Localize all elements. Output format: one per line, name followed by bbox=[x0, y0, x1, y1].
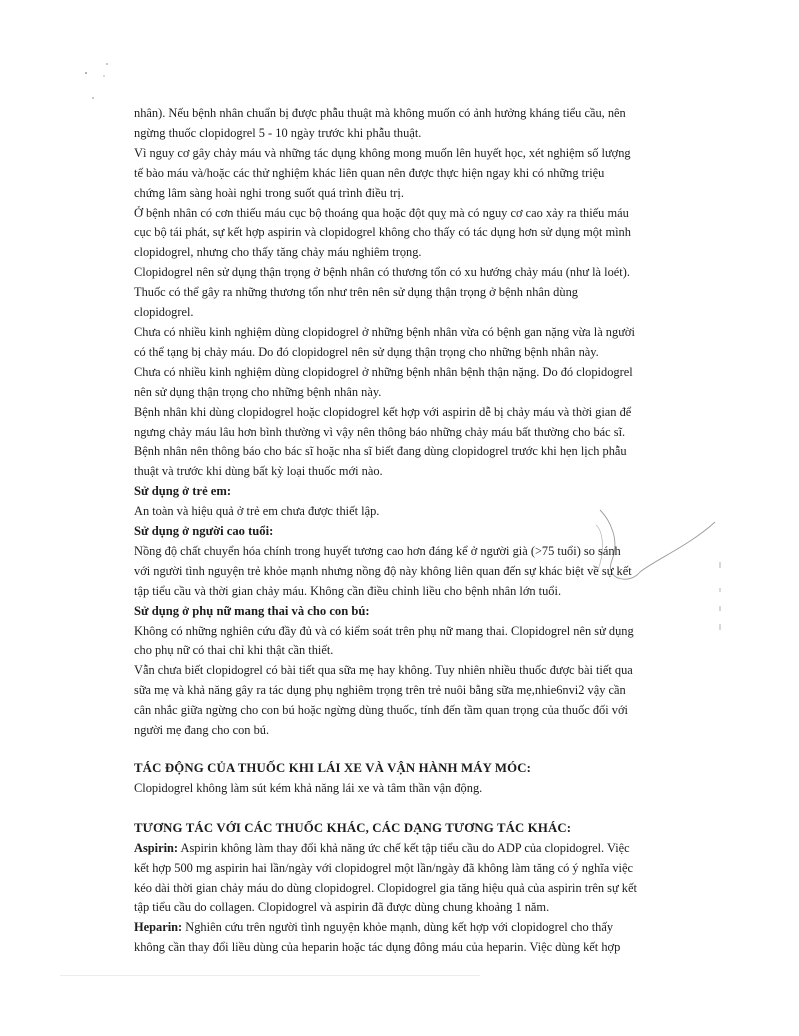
paragraph bbox=[134, 204, 672, 264]
text-line: với người tình nguyện trẻ khỏe mạnh nhưng nồng độ này không liên quan đến sự khác biệt về sự kết bbox=[134, 563, 632, 578]
section-heading-children: Sử dụng ở trẻ em: bbox=[134, 484, 232, 499]
section-driving bbox=[134, 759, 672, 799]
section-heading-interactions: TƯƠNG TÁC VỚI CÁC THUỐC KHÁC, CÁC DẠNG TƯƠNG TÁC KHÁC: bbox=[134, 820, 572, 835]
text-line: chứng lâm sàng hoài nghi trong suốt quá trình điều trị. bbox=[134, 185, 404, 200]
text-line: thuật và trước khi dùng bất kỳ loại thuốc mới nào. bbox=[134, 464, 383, 479]
paragraph bbox=[134, 502, 672, 522]
aspirin-text: Aspirin không làm thay đổi khả năng ức chế kết tập tiểu cầu do ADP của clopidogrel. Việc bbox=[178, 840, 630, 855]
section-children bbox=[134, 482, 672, 522]
text-line: An toàn và hiệu quả ở trẻ em chưa được thiết lập. bbox=[134, 504, 380, 519]
text-line: tế bào máu và/hoặc các thử nghiệm khác liên quan nên được thực hiện ngay khi có những triệu bbox=[134, 165, 605, 180]
text-line bbox=[134, 918, 672, 938]
text-line: Bệnh nhân nên thông báo cho bác sĩ hoặc nha sĩ biết đang dùng clopidogrel trước khi hẹn lịch phẫu bbox=[134, 444, 627, 459]
section-pregnancy bbox=[134, 602, 672, 741]
text-line: nên sử dụng thận trọng cho những bệnh nhân này. bbox=[134, 384, 382, 399]
text-line: cân nhắc giữa ngừng cho con bú hoặc ngừng dùng thuốc, tính đến tầm quan trọng của thuốc đối với bbox=[134, 703, 628, 718]
spacer bbox=[134, 741, 672, 759]
text-line: tập tiểu cầu do collagen. Clopidogrel và aspirin đã được dùng chung khoảng 1 năm. bbox=[134, 900, 550, 915]
text-line: Clopidogrel nên sử dụng thận trọng ở bệnh nhân có thương tổn có xu hướng chảy máu (như là loét). bbox=[134, 265, 630, 280]
paragraph bbox=[134, 104, 672, 144]
text-line: cục bộ tái phát, sự kết hợp aspirin và clopidogrel không cho thấy có tác dụng hơn sử dụng một mình bbox=[134, 225, 631, 240]
text-line bbox=[134, 839, 672, 859]
text-line: clopidogrel. bbox=[134, 305, 194, 320]
paragraph-heparin bbox=[134, 918, 672, 958]
scan-specks bbox=[0, 0, 130, 110]
text-line: Chưa có nhiều kinh nghiệm dùng clopidogrel ở những bệnh nhân vừa có bệnh gan nặng vừa là người bbox=[134, 324, 635, 339]
paragraph bbox=[134, 442, 672, 482]
paragraph bbox=[134, 403, 672, 443]
text-line: tập tiểu cầu và thời gian chảy máu. Không cần điều chỉnh liều cho bệnh nhân lớn tuổi. bbox=[134, 583, 562, 598]
paragraph bbox=[134, 661, 672, 741]
section-heading-driving: TÁC ĐỘNG CỦA THUỐC KHI LÁI XE VÀ VẬN HÀNH MÁY MÓC: bbox=[134, 761, 531, 775]
paragraph bbox=[134, 622, 672, 662]
text-line: cho phụ nữ có thai chỉ khi thật cần thiết. bbox=[134, 643, 334, 658]
text-line: Vẫn chưa biết clopidogrel có bài tiết qua sữa mẹ hay không. Tuy nhiên nhiều thuốc được bài tiết qua bbox=[134, 663, 633, 678]
text-line: kéo dài thời gian chảy máu do dùng clopidogrel. Clopidogrel gia tăng hiệu quả của aspirin trên sự kết bbox=[134, 880, 637, 895]
scan-edge-line bbox=[60, 975, 480, 976]
paragraph bbox=[134, 263, 672, 323]
spacer bbox=[134, 799, 672, 819]
section-elderly bbox=[134, 522, 672, 602]
heparin-label: Heparin: bbox=[134, 920, 183, 935]
section-heading-elderly: Sử dụng ở người cao tuổi: bbox=[134, 524, 274, 539]
text-line: có thể tạng bị chảy máu. Do đó clopidogrel nên sử dụng thận trọng cho những bệnh nhân này. bbox=[134, 344, 599, 359]
text-line: Thuốc có thể gây ra những thương tổn như trên nên sử dụng thận trọng ở bệnh nhân dùng bbox=[134, 285, 578, 300]
text-line: kết hợp 500 mg aspirin hai lần/ngày với clopidogrel một lần/ngày đã không làm tăng có ý nghĩa việc bbox=[134, 860, 633, 875]
text-line: Nồng độ chất chuyển hóa chính trong huyết tương cao hơn đáng kể ở người già (>75 tuổi) so sánh bbox=[134, 543, 621, 558]
paragraph bbox=[134, 323, 672, 363]
text-line: Clopidogrel không làm sút kém khả năng lái xe và tâm thần vận động. bbox=[134, 780, 483, 795]
aspirin-label: Aspirin: bbox=[134, 840, 179, 855]
text-line: sữa mẹ và khả năng gây ra tác dụng phụ nghiêm trọng trên trẻ nuôi bằng sữa mẹ,nhie6nvi2 vậy cần bbox=[134, 683, 626, 698]
paragraph bbox=[134, 779, 672, 799]
text-line: không cần thay đổi liều dùng của heparin hoặc tác dụng đông máu của heparin. Việc dùng kết hợp bbox=[134, 940, 621, 955]
text-line: nhân). Nếu bệnh nhân chuẩn bị được phẫu thuật mà không muốn có ảnh hưởng kháng tiểu cầu, nên bbox=[134, 106, 626, 120]
text-line: Vì nguy cơ gây chảy máu và những tác dụng không mong muốn lên huyết học, xét nghiệm số lượng bbox=[134, 145, 631, 160]
text-line: ngưng chảy máu lâu hơn bình thường vì vậy nên thông báo những chảy máu bất thường cho bác sĩ. bbox=[134, 424, 626, 439]
text-line: ngừng thuốc clopidogrel 5 - 10 ngày trước khi phẫu thuật. bbox=[134, 125, 422, 140]
paragraph bbox=[134, 144, 672, 204]
margin-stamp-marks bbox=[716, 558, 728, 638]
section-interactions bbox=[134, 819, 672, 958]
paragraph-aspirin bbox=[134, 839, 672, 919]
text-line: Chưa có nhiều kinh nghiệm dùng clopidogrel ở những bệnh nhân bệnh thận nặng. Do đó clopidogrel bbox=[134, 364, 633, 379]
paragraph bbox=[134, 363, 672, 403]
text-line: Bệnh nhân khi dùng clopidogrel hoặc clopidogrel kết hợp với aspirin dễ bị chảy máu và thời gian để bbox=[134, 404, 632, 419]
heparin-text: Nghiên cứu trên người tình nguyện khỏe mạnh, dùng kết hợp với clopidogrel cho thấy bbox=[182, 920, 614, 935]
paragraph bbox=[134, 542, 672, 602]
text-line: người mẹ đang cho con bú. bbox=[134, 723, 270, 738]
text-line: Không có những nghiên cứu đầy đủ và có kiểm soát trên phụ nữ mang thai. Clopidogrel nên sử dụng bbox=[134, 623, 634, 638]
text-line: clopidogrel, nhưng cho thấy tăng chảy máu nghiêm trọng. bbox=[134, 245, 422, 260]
precautions-paragraphs bbox=[134, 104, 672, 482]
document-body bbox=[134, 104, 672, 958]
section-heading-pregnancy: Sử dụng ở phụ nữ mang thai và cho con bú: bbox=[134, 603, 370, 618]
text-line: Ở bệnh nhân có cơn thiếu máu cục bộ thoáng qua hoặc đột quỵ mà có nguy cơ cao xảy ra thiếu máu bbox=[134, 205, 629, 220]
